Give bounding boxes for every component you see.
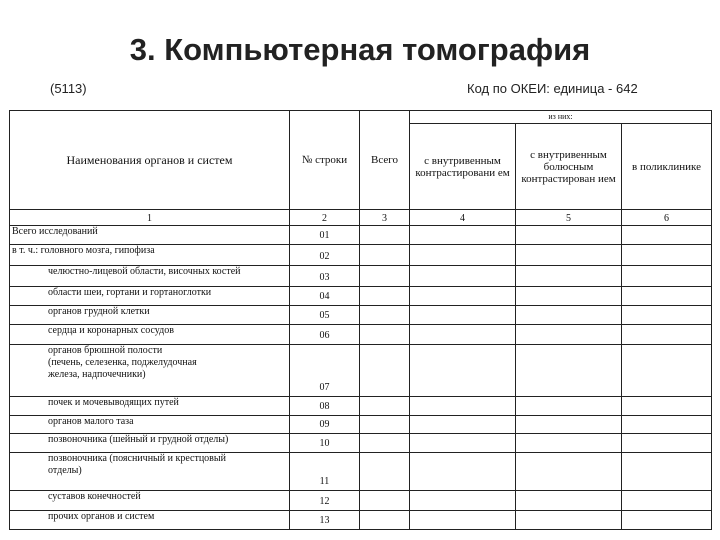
table-row	[10, 345, 712, 397]
value-iv-bolus[interactable]	[516, 397, 622, 416]
header-iv-bolus-contrast: с внутривенным болюсным контрастирован ием	[516, 124, 622, 210]
row-name: области шеи, гортани и гортаноглотки	[10, 287, 290, 306]
column-number: 5	[516, 210, 622, 226]
column-number: 2	[290, 210, 360, 226]
row-name: почек и мочевыводящих путей	[10, 397, 290, 416]
value-polyclinic[interactable]	[622, 287, 712, 306]
value-iv-bolus[interactable]	[516, 491, 622, 511]
header-polyclinic: в поликлинике	[622, 124, 712, 210]
value-iv-contrast[interactable]	[410, 245, 516, 266]
row-code: 09	[290, 416, 360, 434]
column-number: 4	[410, 210, 516, 226]
column-number: 6	[622, 210, 712, 226]
value-total[interactable]	[360, 245, 410, 266]
value-polyclinic[interactable]	[622, 306, 712, 325]
value-polyclinic[interactable]	[622, 434, 712, 453]
row-code: 13	[290, 511, 360, 530]
row-name: позвоночника (поясничный и крестцовый отделы)	[10, 453, 290, 491]
value-polyclinic[interactable]	[622, 491, 712, 511]
row-name: органов брюшной полости (печень, селезенка, поджелудочная железа, надпочечники)	[10, 345, 290, 397]
row-code: 01	[290, 226, 360, 245]
row-name: прочих органов и систем	[10, 511, 290, 530]
value-iv-contrast[interactable]	[410, 397, 516, 416]
value-total[interactable]	[360, 416, 410, 434]
header-iv-contrast: с внутривенным контрастировани ем	[410, 124, 516, 210]
page-title: 3. Компьютерная томография	[129, 32, 591, 67]
row-name: суставов конечностей	[10, 491, 290, 511]
value-total[interactable]	[360, 511, 410, 530]
row-name: органов малого таза	[10, 416, 290, 434]
table-row	[10, 511, 712, 530]
value-polyclinic[interactable]	[622, 325, 712, 345]
value-polyclinic[interactable]	[622, 397, 712, 416]
value-polyclinic[interactable]	[622, 245, 712, 266]
table-row	[10, 434, 712, 453]
row-name: позвоночника (шейный и грудной отделы)	[10, 434, 290, 453]
value-total[interactable]	[360, 325, 410, 345]
row-code: 10	[290, 434, 360, 453]
tomography-table	[9, 110, 712, 530]
value-total[interactable]	[360, 397, 410, 416]
value-iv-contrast[interactable]	[410, 345, 516, 397]
row-code: 11	[290, 453, 360, 491]
table-row	[10, 287, 712, 306]
column-number: 1	[10, 210, 290, 226]
value-iv-contrast[interactable]	[410, 226, 516, 245]
row-code: 12	[290, 491, 360, 511]
header-row-number: № строки	[290, 111, 360, 210]
okei-code: Код по ОКЕИ: единица - 642	[467, 81, 638, 96]
row-code: 02	[290, 245, 360, 266]
row-code: 03	[290, 266, 360, 287]
value-total[interactable]	[360, 434, 410, 453]
column-number: 3	[360, 210, 410, 226]
value-iv-contrast[interactable]	[410, 491, 516, 511]
table-row	[10, 226, 712, 245]
row-code: 06	[290, 325, 360, 345]
value-polyclinic[interactable]	[622, 345, 712, 397]
table-row	[10, 397, 712, 416]
value-total[interactable]	[360, 453, 410, 491]
value-iv-contrast[interactable]	[410, 287, 516, 306]
value-polyclinic[interactable]	[622, 416, 712, 434]
form-code: (5113)	[50, 81, 87, 96]
value-iv-bolus[interactable]	[516, 434, 622, 453]
value-iv-bolus[interactable]	[516, 416, 622, 434]
row-name: в т. ч.: головного мозга, гипофиза	[10, 245, 290, 266]
value-total[interactable]	[360, 287, 410, 306]
table-row	[10, 491, 712, 511]
value-iv-bolus[interactable]	[516, 245, 622, 266]
value-total[interactable]	[360, 226, 410, 245]
row-code: 07	[290, 345, 360, 397]
value-iv-contrast[interactable]	[410, 511, 516, 530]
value-iv-bolus[interactable]	[516, 287, 622, 306]
value-iv-contrast[interactable]	[410, 434, 516, 453]
row-name: Всего исследований	[10, 226, 290, 245]
value-polyclinic[interactable]	[622, 453, 712, 491]
header-name: Наименования органов и систем	[10, 111, 290, 210]
value-polyclinic[interactable]	[622, 226, 712, 245]
table-row	[10, 416, 712, 434]
table-row	[10, 453, 712, 491]
row-code: 08	[290, 397, 360, 416]
value-iv-contrast[interactable]	[410, 266, 516, 287]
header-total: Всего	[360, 111, 410, 210]
value-iv-bolus[interactable]	[516, 453, 622, 491]
value-iv-contrast[interactable]	[410, 325, 516, 345]
value-polyclinic[interactable]	[622, 266, 712, 287]
value-total[interactable]	[360, 345, 410, 397]
value-total[interactable]	[360, 491, 410, 511]
value-polyclinic[interactable]	[622, 511, 712, 530]
value-iv-bolus[interactable]	[516, 325, 622, 345]
value-iv-bolus[interactable]	[516, 266, 622, 287]
table-row	[10, 266, 712, 287]
value-total[interactable]	[360, 266, 410, 287]
value-iv-bolus[interactable]	[516, 345, 622, 397]
row-code: 05	[290, 306, 360, 325]
value-iv-bolus[interactable]	[516, 306, 622, 325]
row-code: 04	[290, 287, 360, 306]
row-name: челюстно-лицевой области, височных костей	[10, 266, 290, 287]
table-row	[10, 325, 712, 345]
value-iv-contrast[interactable]	[410, 453, 516, 491]
row-name: сердца и коронарных сосудов	[10, 325, 290, 345]
row-name: органов грудной клетки	[10, 306, 290, 325]
value-iv-contrast[interactable]	[410, 416, 516, 434]
value-total[interactable]	[360, 306, 410, 325]
table-row	[10, 245, 712, 266]
header-of-which: из них:	[410, 111, 712, 124]
value-iv-contrast[interactable]	[410, 306, 516, 325]
table-row	[10, 306, 712, 325]
value-iv-bolus[interactable]	[516, 226, 622, 245]
value-iv-bolus[interactable]	[516, 511, 622, 530]
